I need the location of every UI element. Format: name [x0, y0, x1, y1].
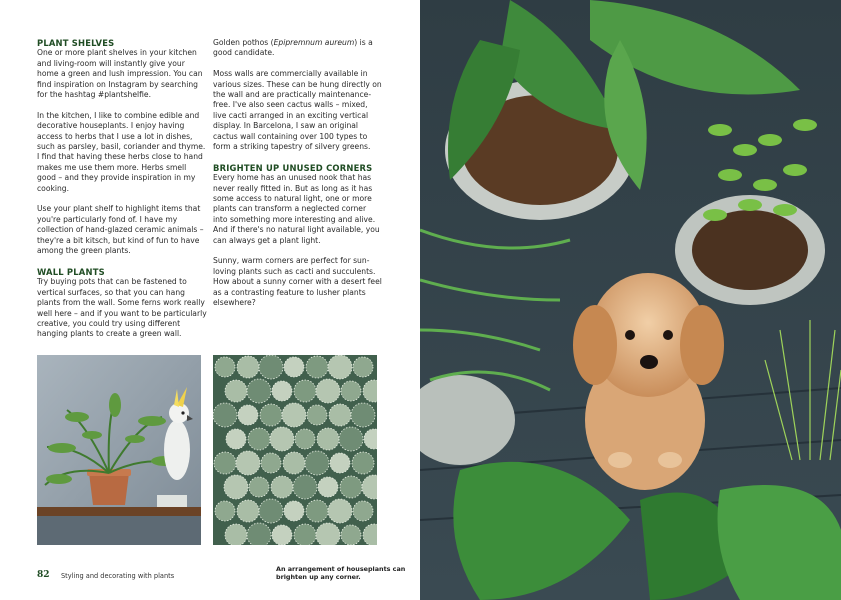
cacti-illustration [213, 355, 377, 545]
cactus-shape [213, 403, 237, 427]
heading-unused-corners: BRIGHTEN UP UNUSED CORNERS [213, 162, 373, 173]
photo-caption: An arrangement of houseplants can brighten up any corner. [276, 565, 406, 581]
text-run: ) is a good candidate. [213, 38, 373, 58]
paragraph: Try buying pots that can be fastened to vertical surfaces, so that you can hang plants from the wall. Some ferns work really well here – and if you want to be particularly creative, you could try using different hanging plants to create a green wall. [37, 277, 207, 339]
heading-plant-shelves: PLANT SHELVES [37, 38, 115, 48]
cactus-shape [340, 476, 362, 498]
cactus-shape [224, 475, 248, 499]
cactus-shape [249, 477, 269, 497]
paragraph: Moss walls are commercially available in various sizes. These can be hung directly on the wall and are practically maintenance-free. I've also seen cactus walls – mixed, live cacti arranged in an exciting vertical display. In Barcelona, I saw an original cactus wall containing over 100 types to form a striking tapestry of silvery greens. [213, 69, 382, 152]
paragraph: Every home has an unused nook that has never really fitted in. But as long as it has some access to natural light, one or more plants can transform a neglected corner into something more interesting and alive. And if there's no natural light available, you can always get a plant light. [213, 173, 380, 245]
cactus-shape [238, 405, 258, 425]
cactus-shape [305, 451, 329, 475]
cactus-shape [328, 499, 352, 523]
cactus-shape [237, 356, 259, 378]
cactus-shape [248, 428, 270, 450]
text-column-left [37, 38, 207, 350]
cactus-shape [353, 501, 373, 521]
cactus-shape [282, 403, 306, 427]
cactus-shape [236, 451, 260, 475]
cactus-shape [261, 453, 281, 473]
fern-shelf-illustration [37, 355, 201, 545]
latin-name: Epipremnum aureum [273, 38, 355, 47]
cactus-shape [306, 356, 328, 378]
cactus-shape [339, 427, 363, 451]
paragraph: Use your plant shelf to highlight items that you're particularly fond of. I have my collection of hand-glazed ceramic animals – they're a bit kitsch, but kind of fun to have among the green plants. [37, 204, 204, 256]
paragraph: In the kitchen, I like to combine edible and decorative houseplants. I enjoy having access to herbs that I use a lot in dishes, such as parsley, basil, coriander and thyme. I find that having these herbs close to hand makes me use them more. Herbs smell good – and they provide inspiration in my cooking. [37, 110, 206, 193]
page-number: 82 [37, 570, 50, 580]
text-column-right [213, 38, 383, 319]
cactus-shape [225, 524, 247, 545]
dog-with-houseplants-illustration [420, 0, 841, 600]
cactus-shape [330, 453, 350, 473]
cactus-shape [237, 500, 259, 522]
cactus-shape [284, 501, 304, 521]
cactus-shape [259, 499, 283, 523]
paragraph: One or more plant shelves in your kitchen and living-room will instantly give your home a green and lush impression. You can find inspiration on Instagram by searching for the hashtag #plantshelfie. [37, 48, 203, 100]
fern-shelf-photo [37, 355, 201, 545]
cactus-shape [341, 525, 361, 545]
cactus-shape [293, 475, 317, 499]
cactus-shape [294, 524, 316, 545]
cactus-shape [284, 357, 304, 377]
cactus-shape [352, 452, 374, 474]
cactus-shape [215, 501, 235, 521]
cactus-shape [247, 379, 271, 403]
cactus-shape [260, 404, 282, 426]
cactus-shape [318, 477, 338, 497]
cactus-shape [270, 427, 294, 451]
cactus-shape [353, 357, 373, 377]
cactus-shape [316, 379, 340, 403]
cactus-shape [283, 452, 305, 474]
heading-wall-plants: WALL PLANTS [37, 266, 105, 277]
cactus-shape [329, 404, 351, 426]
cactus-shape [341, 381, 361, 401]
running-title: Styling and decorating with plants [61, 572, 175, 580]
cactus-arrangement-photo [213, 355, 377, 545]
cactus-shape [272, 525, 292, 545]
left-page [0, 0, 420, 600]
cactus-shape [294, 380, 316, 402]
cactus-shape [307, 405, 327, 425]
cactus-shape [306, 500, 328, 522]
cactus-shape [214, 452, 236, 474]
paragraph-pothos [213, 38, 383, 59]
cactus-shape [226, 429, 246, 449]
cactus-shape [328, 355, 352, 379]
text-run: Golden pothos ( [213, 38, 274, 47]
cactus-shape [351, 403, 375, 427]
cactus-shape [272, 381, 292, 401]
cactus-shape [259, 355, 283, 379]
dog-plants-photo [420, 0, 841, 600]
cactus-shape [271, 476, 293, 498]
cactus-shape [215, 357, 235, 377]
paragraph: Sunny, warm corners are perfect for sun-loving plants such as cacti and succulents. How about a sunny corner with a desert feel as a contrasting feature to lusher plants elsewhere? [213, 256, 382, 308]
cactus-shape [317, 428, 339, 450]
cactus-shape [295, 429, 315, 449]
cactus-shape [225, 380, 247, 402]
